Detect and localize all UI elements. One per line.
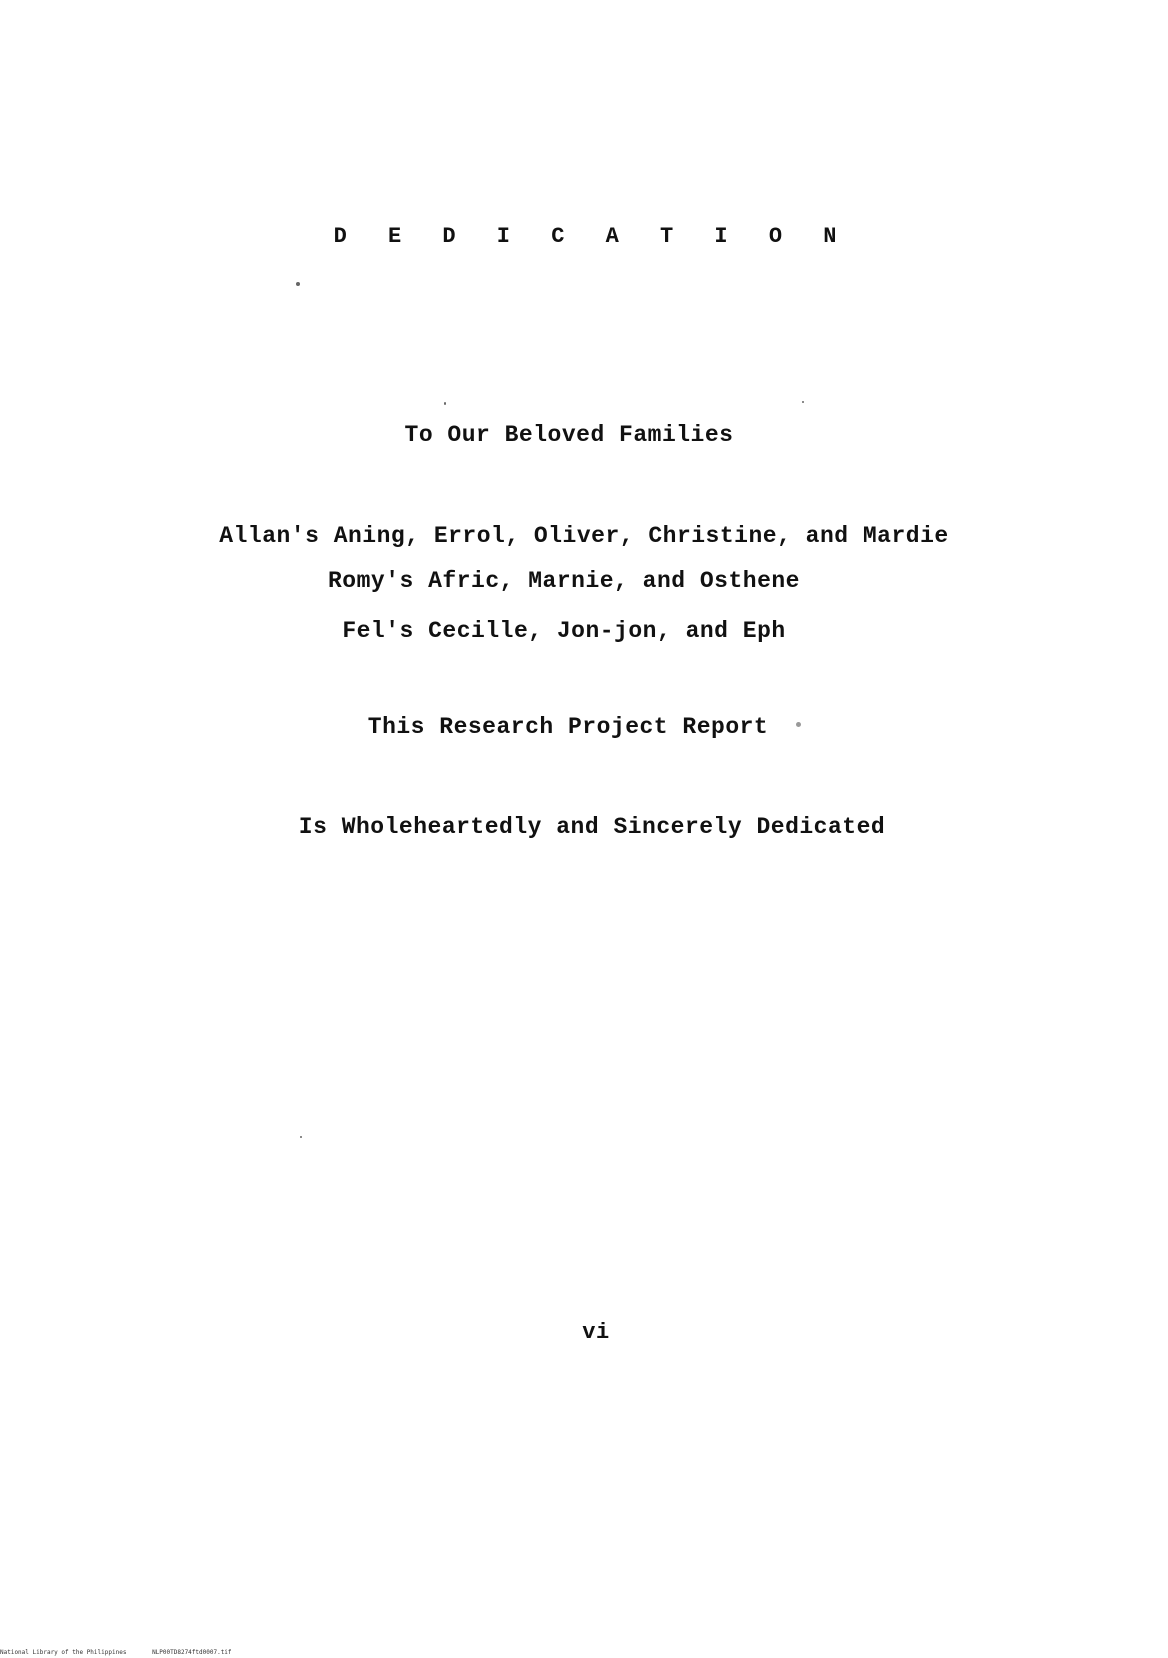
scan-footer bbox=[0, 1649, 254, 1656]
scan-speck bbox=[296, 282, 300, 286]
dedication-fel-line: Fel's Cecille, Jon-jon, and Eph bbox=[342, 618, 786, 644]
dedication-romy-line: Romy's Afric, Marnie, and Osthene bbox=[328, 568, 800, 594]
scan-speck bbox=[796, 722, 801, 727]
scan-speck bbox=[300, 1136, 302, 1138]
dedication-to-line: To Our Beloved Families bbox=[404, 422, 734, 448]
dedication-report-line: This Research Project Report bbox=[367, 714, 769, 740]
dedication-dedicated-line: Is Wholeheartedly and Sincerely Dedicated bbox=[298, 814, 886, 840]
page-title: D E D I C A T I O N bbox=[333, 224, 851, 249]
dedication-allan-line: Allan's Aning, Errol, Oliver, Christine, and Mardie bbox=[219, 523, 949, 549]
scan-speck bbox=[444, 402, 446, 405]
scan-speck bbox=[802, 401, 804, 403]
footer-filename: NLP00TD8274ftd0007.tif bbox=[152, 1649, 232, 1656]
page-number: vi bbox=[582, 1320, 610, 1345]
footer-library: National Library of the Philippines bbox=[0, 1649, 127, 1656]
